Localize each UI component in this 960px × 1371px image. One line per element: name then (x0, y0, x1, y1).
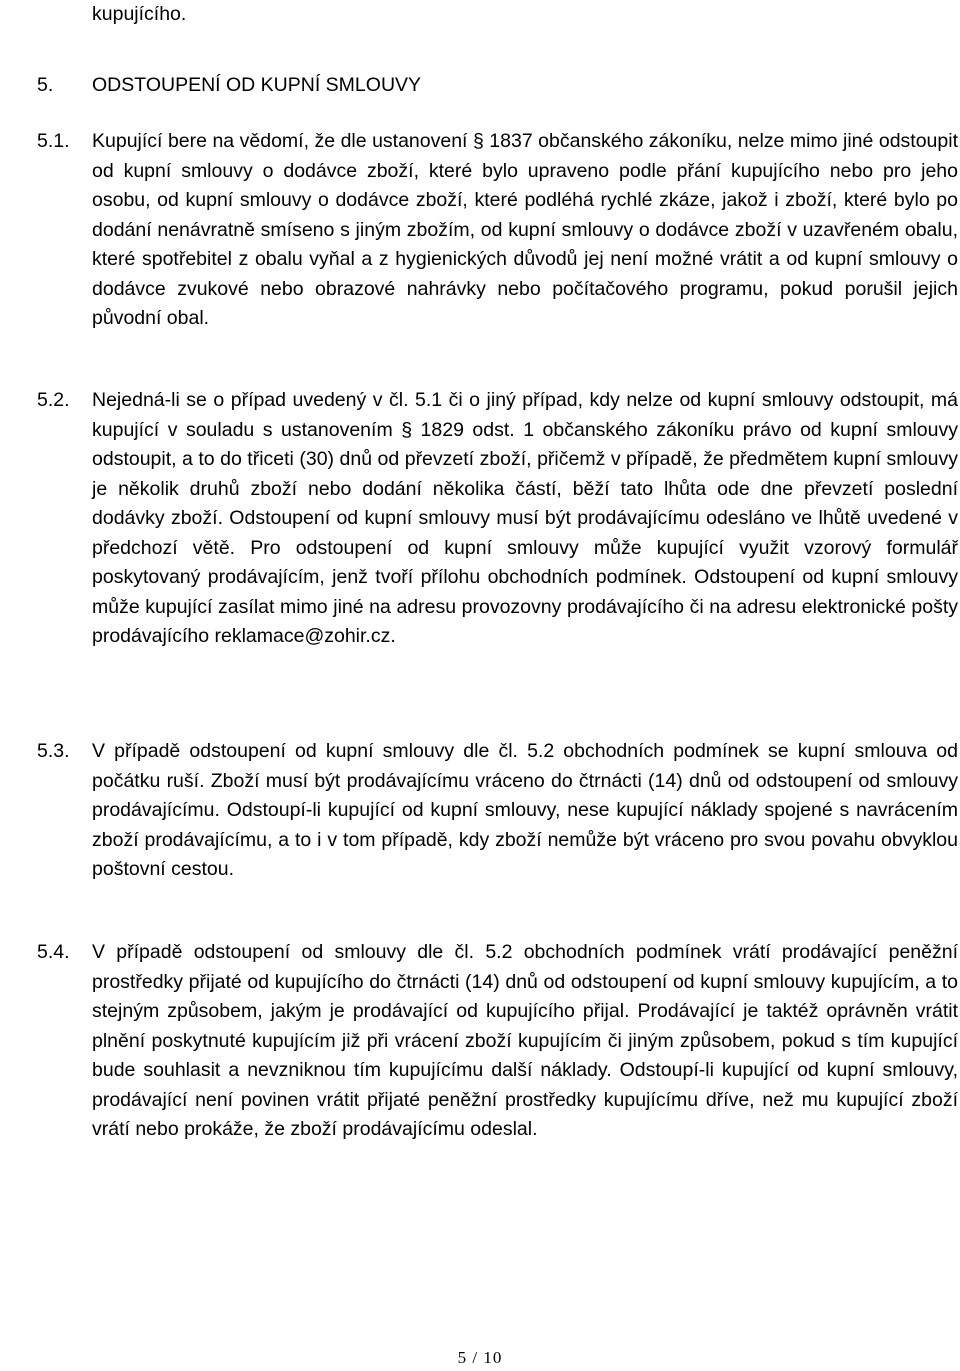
carryover-text: kupujícího. (92, 3, 187, 25)
clause-number: 5.3. (37, 740, 70, 762)
clause-5-2 (37, 386, 958, 652)
clause-text: V případě odstoupení od kupní smlouvy dle čl. 5.2 obchodních podmínek se kupní smlouva od počátku ruší. Zboží musí být prodávajícímu vráceno do čtrnácti (14) dnů od odstoupení od smlouvy prodávajícímu. Odstoupí-li kupující od kupní smlouvy, nese kupující náklady spojené s navrácením zboží prodávajícímu, a to i v tom případě, kdy zboží nemůže být vráceno pro svou povahu obvyklou poštovní cestou. (92, 740, 958, 880)
clause-5-4 (37, 938, 958, 1145)
section-heading (37, 71, 421, 101)
clause-5-1 (37, 127, 958, 334)
clause-number: 5.4. (37, 941, 70, 963)
clause-text: V případě odstoupení od smlouvy dle čl. 5.2 obchodních podmínek vrátí prodávající peněžní prostředky přijaté od kupujícího do čtrnácti (14) dnů od odstoupení od kupní smlouvy kupujícím, a to stejným způsobem, jakým je prodávající od kupujícího přijal. Prodávající je taktéž oprávněn vrátit plnění poskytnuté kupujícím již při vrácení zboží kupujícím či jiným způsobem, pokud s tím kupující bude souhlasit a nevzniknou tím kupujícímu další náklady. Odstoupí-li kupující od kupní smlouvy, prodávající není povinen vrátit přijaté peněžní prostředky kupujícímu dříve, než mu kupující zboží vrátí nebo prokáže, že zboží prodávajícímu odeslal. (92, 941, 958, 1140)
clause-number: 5.1. (37, 130, 70, 152)
clause-number: 5.2. (37, 389, 70, 411)
page-number: 5 / 10 (457, 1348, 503, 1367)
section-title: ODSTOUPENÍ OD KUPNÍ SMLOUVY (92, 74, 422, 96)
section-number: 5. (37, 74, 54, 96)
clause-text: Nejedná-li se o případ uvedený v čl. 5.1 či o jiný případ, kdy nelze od kupní smlouvy odstoupit, má kupující v souladu s ustanovením § 1829 odst. 1 občanského zákoníku právo od kupní smlouvy odstoupit, a to do třiceti (30) dnů od převzetí zboží, přičemž v případě, že předmětem kupní smlouvy je několik druhů zboží nebo dodání několika částí, běží tato lhůta ode dne převzetí poslední dodávky zboží. Odstoupení od kupní smlouvy musí být prodávajícímu odesláno ve lhůtě uvedené v předchozí větě. Pro odstoupení od kupní smlouvy může kupující využit vzorový formulář poskytovaný prodávajícím, jenž tvoří přílohu obchodních podmínek. Odstoupení od kupní smlouvy může kupující zasílat mimo jiné na adresu provozovny prodávajícího či na adresu elektronické pošty prodávajícího reklamace@zohir.cz. (92, 389, 958, 647)
clause-text: Kupující bere na vědomí, že dle ustanovení § 1837 občanského zákoníku, nelze mimo jiné odstoupit od kupní smlouvy o dodávce zboží, které bylo upraveno podle přání kupujícího nebo pro jeho osobu, od kupní smlouvy o dodávce zboží, které podléhá rychlé zkáze, jakož i zboží, které bylo po dodání nenávratně smíseno s jiným zbožím, od kupní smlouvy o dodávce zboží v uzavřeném obalu, které spotřebitel z obalu vyňal a z hygienických důvodů jej není možné vrátit a od kupní smlouvy o dodávce zvukové nebo obrazové nahrávky nebo počítačového programu, pokud porušil jejich původní obal. (92, 130, 958, 329)
clause-5-3 (37, 737, 958, 885)
